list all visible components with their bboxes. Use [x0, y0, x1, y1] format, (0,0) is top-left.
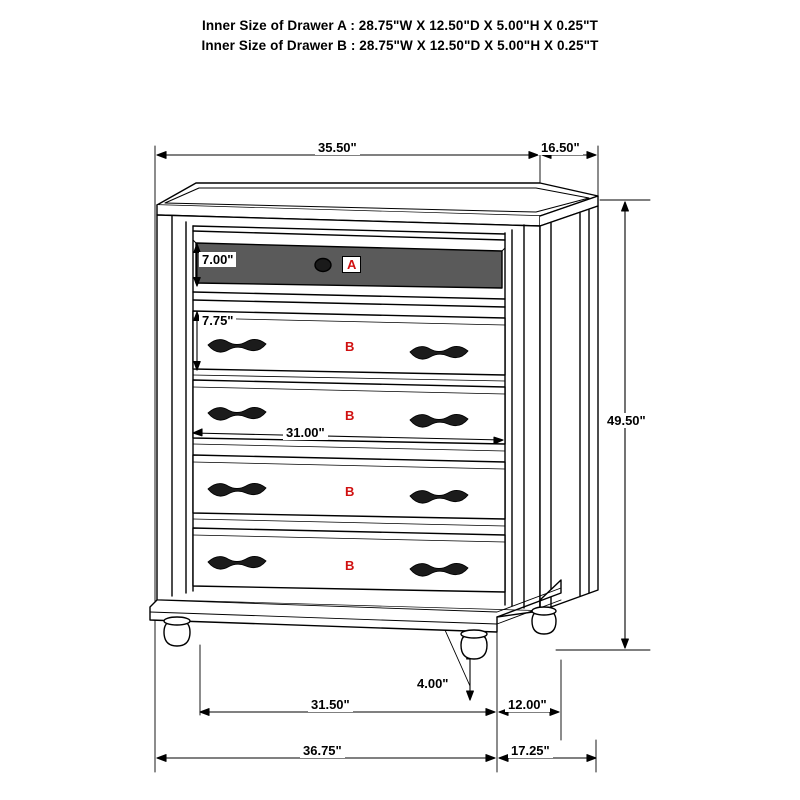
drawer-label-b4: B [345, 558, 355, 573]
drawer-label-b2: B [345, 408, 355, 423]
dim-overall-height: 49.50" [604, 413, 649, 428]
dim-drawer-inner-width: 31.00" [283, 425, 328, 440]
dim-base-width: 31.50" [308, 697, 353, 712]
drawer-label-a: A [342, 256, 361, 273]
header-line-drawer-b: Inner Size of Drawer B : 28.75"W X 12.50"D X 5.00"H X 0.25"T [201, 38, 599, 53]
dim-leg-height: 4.00" [414, 676, 451, 691]
dim-foot-width: 36.75" [300, 743, 345, 758]
dim-top-depth: 16.50" [538, 140, 583, 155]
dim-drawer-b-height: 7.75" [199, 313, 236, 328]
dim-foot-depth: 17.25" [508, 743, 553, 758]
dim-base-depth: 12.00" [505, 697, 550, 712]
dim-drawer-a-height: 7.00" [199, 252, 236, 267]
drawer-label-b3: B [345, 484, 355, 499]
dim-top-width: 35.50" [315, 140, 360, 155]
header-line-drawer-a: Inner Size of Drawer A : 28.75"W X 12.50"D X 5.00"H X 0.25"T [201, 18, 598, 33]
drawer-label-b1: B [345, 339, 355, 354]
